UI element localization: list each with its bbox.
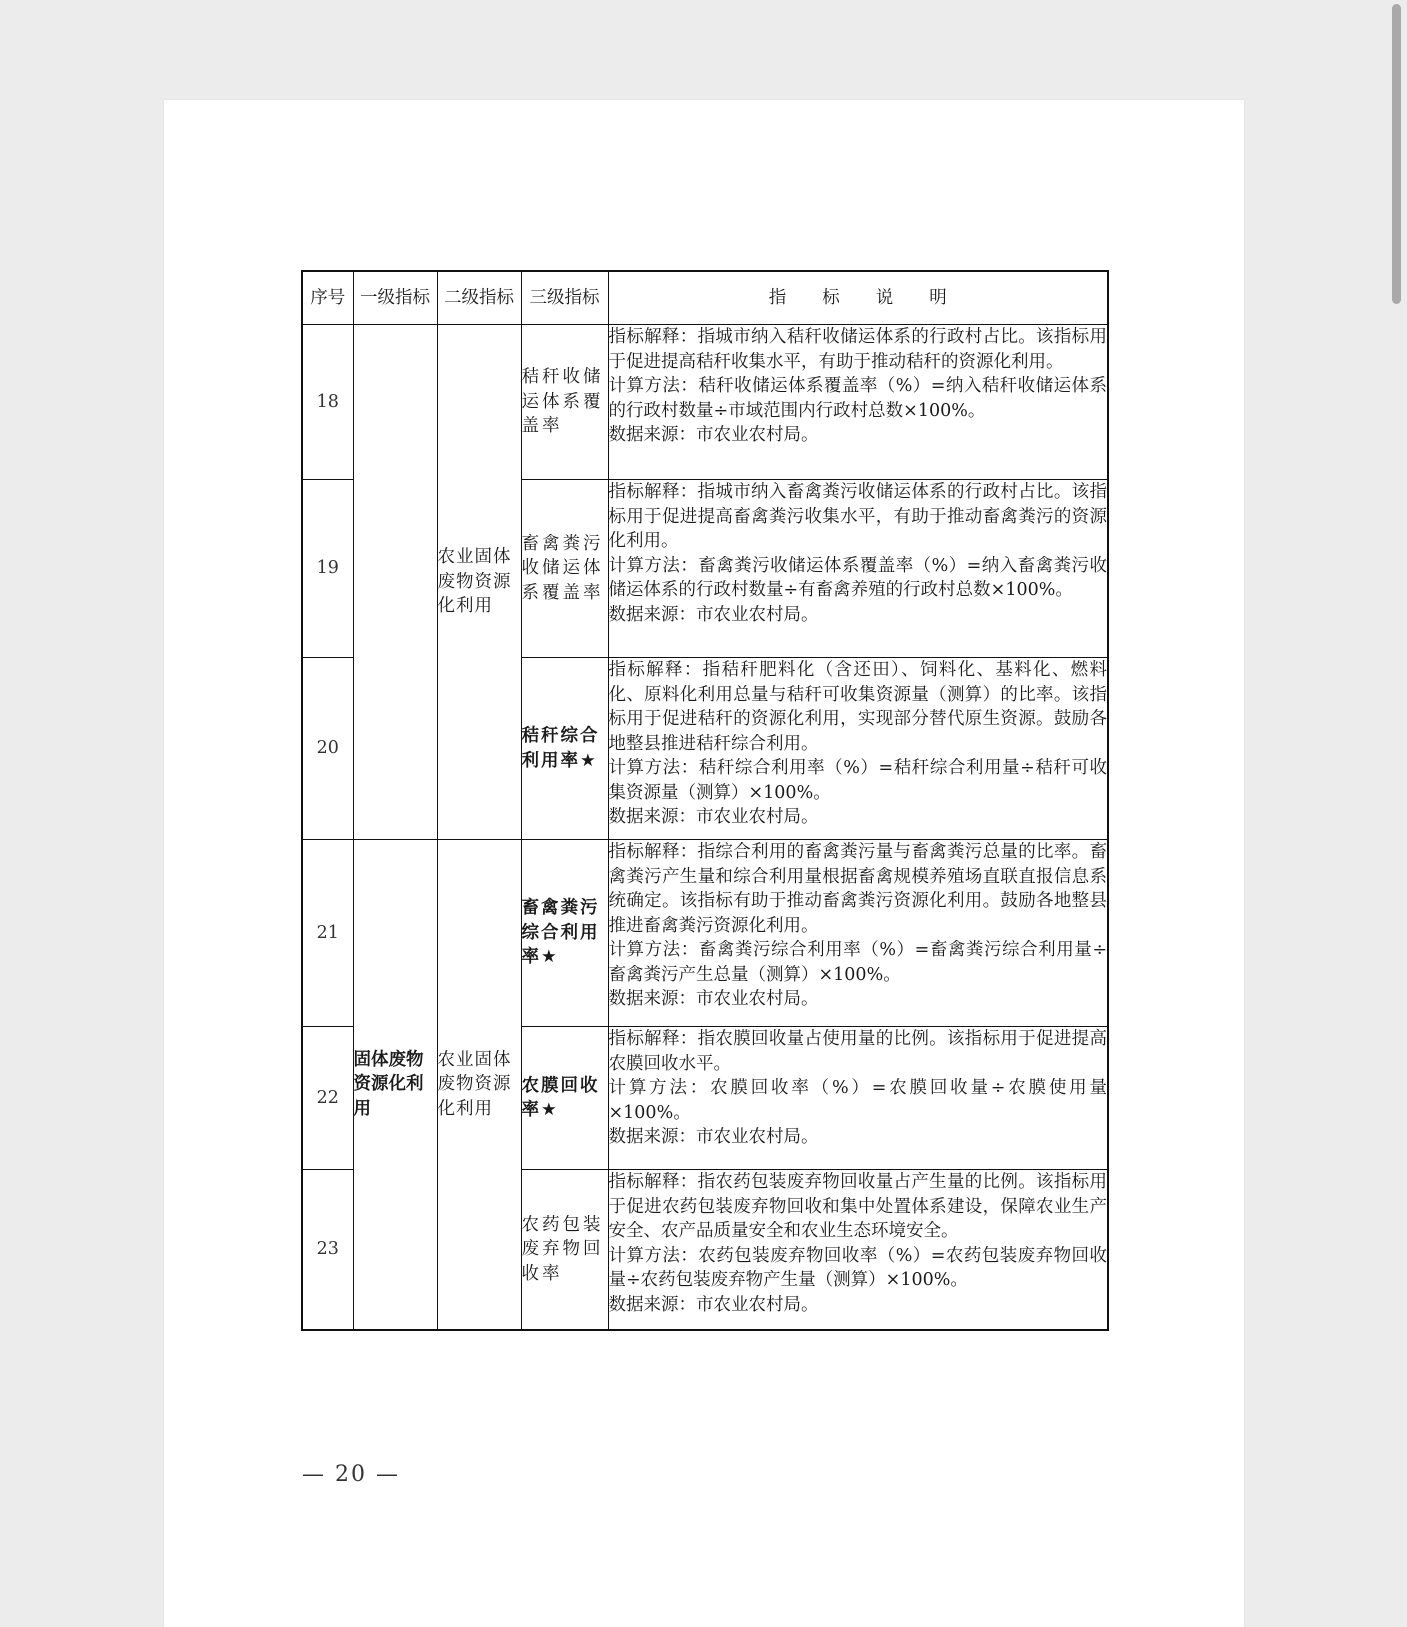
desc-method: 计算方法：畜禽粪污收储运体系覆盖率（%）=纳入畜禽粪污收储运体系的行政村数量÷有畜禽养殖的行政村总数×100%。 bbox=[608, 555, 1107, 600]
level2-cell: 农业固体废物资源化利用 bbox=[437, 840, 521, 1330]
header-level2: 二级指标 bbox=[437, 271, 521, 325]
level1-cell: 固体废物资源化利用 bbox=[353, 840, 437, 1330]
table-row bbox=[302, 840, 1108, 1027]
row-number: 22 bbox=[302, 1027, 353, 1170]
description-cell bbox=[608, 1027, 1108, 1170]
desc-method: 计算方法：农膜回收率（%）=农膜回收量÷农膜使用量×100%。 bbox=[608, 1078, 1107, 1123]
description-cell bbox=[608, 480, 1108, 658]
row-number: 23 bbox=[302, 1170, 353, 1330]
desc-explanation: 指标解释：指城市纳入畜禽粪污收储运体系的行政村占比。该指标用于促进提高畜禽粪污收集水平，有助于推动畜禽粪污的资源化利用。 bbox=[608, 482, 1107, 551]
desc-method: 计算方法：农药包装废弃物回收率（%）=农药包装废弃物回收量÷农药包装废弃物产生量（测算）×100%。 bbox=[608, 1245, 1107, 1290]
desc-explanation: 指标解释：指农药包装废弃物回收量占产生量的比例。该指标用于促进农药包装废弃物回收和集中处置体系建设，保障农业生产安全、农产品质量安全和农业生态环境安全。 bbox=[608, 1172, 1107, 1241]
header-desc-char: 标 bbox=[822, 287, 840, 308]
desc-explanation: 指标解释：指城市纳入秸秆收储运体系的行政村占比。该指标用于促进提高秸秆收集水平，有助于推动秸秆的资源化利用。 bbox=[608, 327, 1107, 372]
table-row bbox=[302, 325, 1108, 480]
desc-explanation: 指标解释：指秸秆肥料化（含还田）、饲料化、基料化、燃料化、原料化利用总量与秸秆可收集资源量（测算）的比率。该指标用于促进秸秆的资源化利用，实现部分替代原生资源。鼓励各地整县推进秸秆综合利用。 bbox=[608, 660, 1107, 754]
header-desc-char: 明 bbox=[929, 287, 947, 308]
desc-source: 数据来源：市农业农村局。 bbox=[608, 425, 819, 445]
page-number: — 20 — bbox=[302, 1462, 400, 1487]
level3-cell: 秸秆综合利用率★ bbox=[521, 658, 608, 840]
row-number: 19 bbox=[302, 480, 353, 658]
row-number: 20 bbox=[302, 658, 353, 840]
description-cell bbox=[608, 840, 1108, 1027]
header-level3: 三级指标 bbox=[521, 271, 608, 325]
desc-source: 数据来源：市农业农村局。 bbox=[608, 807, 819, 827]
scrollbar-track[interactable] bbox=[1385, 0, 1407, 1627]
header-seq: 序号 bbox=[302, 271, 353, 325]
desc-source: 数据来源：市农业农村局。 bbox=[608, 1294, 819, 1315]
row-number: 18 bbox=[302, 325, 353, 480]
level1-cell-empty bbox=[353, 325, 437, 840]
table-header-row bbox=[302, 271, 1108, 325]
description-cell bbox=[608, 658, 1108, 840]
desc-source: 数据来源：市农业农村局。 bbox=[608, 604, 819, 625]
level2-cell: 农业固体废物资源化利用 bbox=[437, 325, 521, 840]
desc-source: 数据来源：市农业农村局。 bbox=[608, 989, 819, 1009]
desc-explanation: 指标解释：指农膜回收量占使用量的比例。该指标用于促进提高农膜回收水平。 bbox=[608, 1029, 1107, 1074]
header-desc-char: 指 bbox=[768, 287, 787, 308]
level3-cell: 农膜回收率★ bbox=[521, 1027, 608, 1170]
level3-cell: 畜禽粪污综合利用率★ bbox=[521, 840, 608, 1027]
scrollbar-thumb[interactable] bbox=[1392, 4, 1401, 304]
desc-method: 计算方法：畜禽粪污综合利用率（%）=畜禽粪污综合利用量÷畜禽粪污产生总量（测算）×100%。 bbox=[608, 940, 1107, 985]
header-description bbox=[608, 271, 1108, 325]
desc-method: 计算方法：秸秆收储运体系覆盖率（%）=纳入秸秆收储运体系的行政村数量÷市域范围内行政村总数×100%。 bbox=[608, 376, 1107, 421]
level3-cell: 农药包装废弃物回收率 bbox=[521, 1170, 608, 1330]
header-level1: 一级指标 bbox=[353, 271, 437, 325]
desc-source: 数据来源：市农业农村局。 bbox=[608, 1127, 819, 1147]
desc-explanation: 指标解释：指综合利用的畜禽粪污量与畜禽粪污总量的比率。畜禽粪污产生量和综合利用量根据畜禽规模养殖场直联直报信息系统确定。该指标有助于推动畜禽粪污资源化利用。鼓励各地整县推进畜禽粪污资源化利用。 bbox=[608, 842, 1107, 936]
description-cell bbox=[608, 325, 1108, 480]
desc-method: 计算方法：秸秆综合利用率（%）=秸秆综合利用量÷秸秆可收集资源量（测算）×100%。 bbox=[608, 758, 1107, 803]
description-cell bbox=[608, 1170, 1108, 1330]
row-number: 21 bbox=[302, 840, 353, 1027]
header-desc-char: 说 bbox=[875, 287, 894, 308]
level3-cell: 秸秆收储运体系覆盖率 bbox=[521, 325, 608, 480]
indicator-table bbox=[301, 270, 1109, 1331]
level3-cell: 畜禽粪污收储运体系覆盖率 bbox=[521, 480, 608, 658]
